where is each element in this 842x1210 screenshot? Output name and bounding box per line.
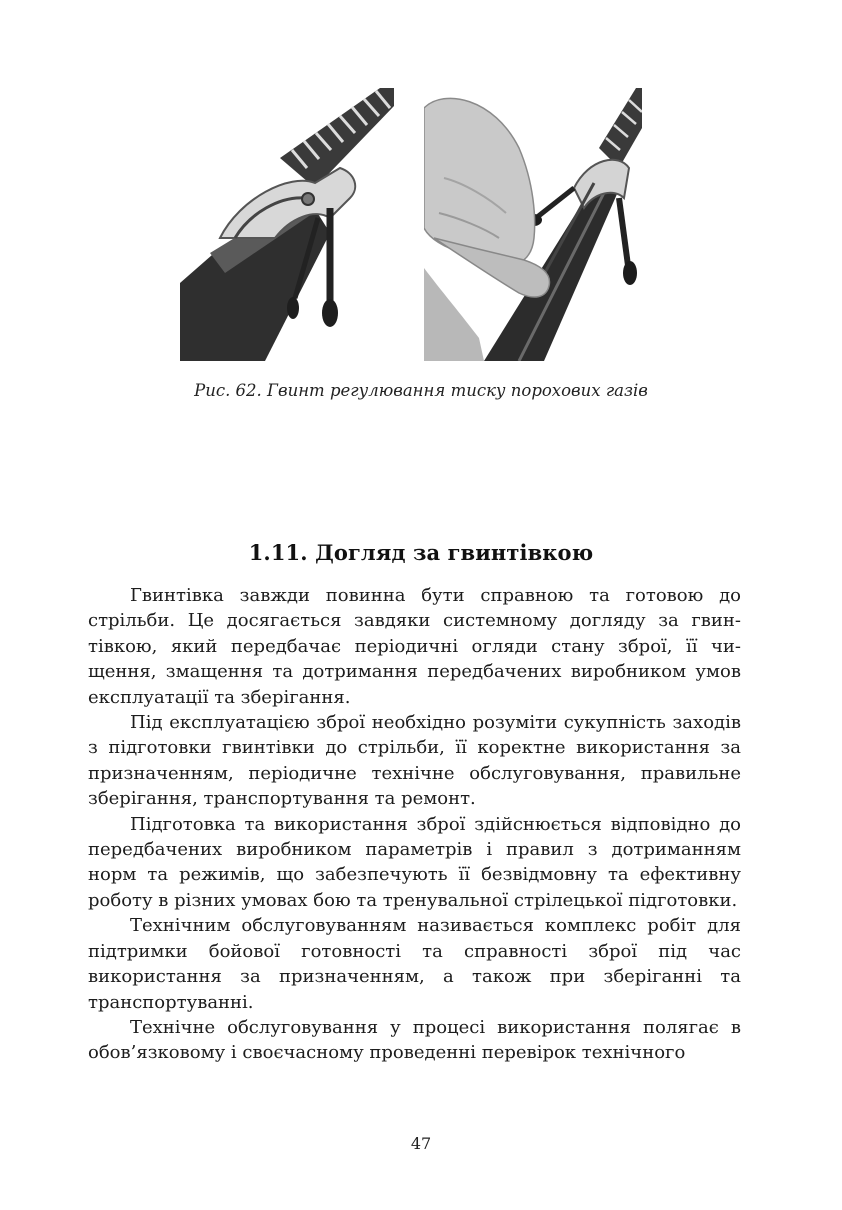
paragraph-4: Технічним обслуговуванням називається комплекс робіт для підтримки бойової готовності та справності зброї під час використання за призначенням, а також при зберіганні та транспортуванні. <box>88 915 741 1013</box>
rifle-gas-block-photo <box>180 88 394 361</box>
hand-adjusting-gas-screw-illustration <box>424 88 642 361</box>
hand-adjusting-gas-screw-photo <box>424 88 642 361</box>
paragraph-3: Підготовка та використання зброї здійснюється відповідно до передбачених виробником параметрів і правил з дотриманням норм та режимів, що забезпечують її безвідмовну та ефективну роботу в різних умовах бою та тренувальної стрілецької підготовки. <box>88 813 741 911</box>
figure-caption: Рис. 62. Гвинт регулювання тиску порохових газів <box>194 381 648 400</box>
paragraph-1: Гвинтівка завжди повинна бути справною та готовою до стрільби. Це досягається завдяки системному догляду за гвинтівкою, який передбачає періодичні огляди стану зброї, її чищення, змащення та дотримання передбачених виробником умов експлуатації та зберігання. <box>88 585 741 708</box>
paragraph-2: Під експлуатацією зброї необхідно розуміти сукупність заходів з підготовки гвинтівки до стрільби, її коректне використання за призначенням, періодичне технічне обслуговування, правильне зберігання, транспортування та ремонт. <box>88 712 741 810</box>
figure-62 <box>180 88 642 361</box>
section-body <box>88 583 741 1066</box>
section-heading: 1.11. Догляд за гвинтівкою <box>248 540 594 565</box>
page-number: 47 <box>410 1134 432 1153</box>
rifle-gas-block-illustration <box>180 88 394 361</box>
paragraph-5: Технічне обслуговування у процесі використання полягає в обов’язковому і своєчасному проведенні перевірок технічного <box>88 1016 741 1064</box>
